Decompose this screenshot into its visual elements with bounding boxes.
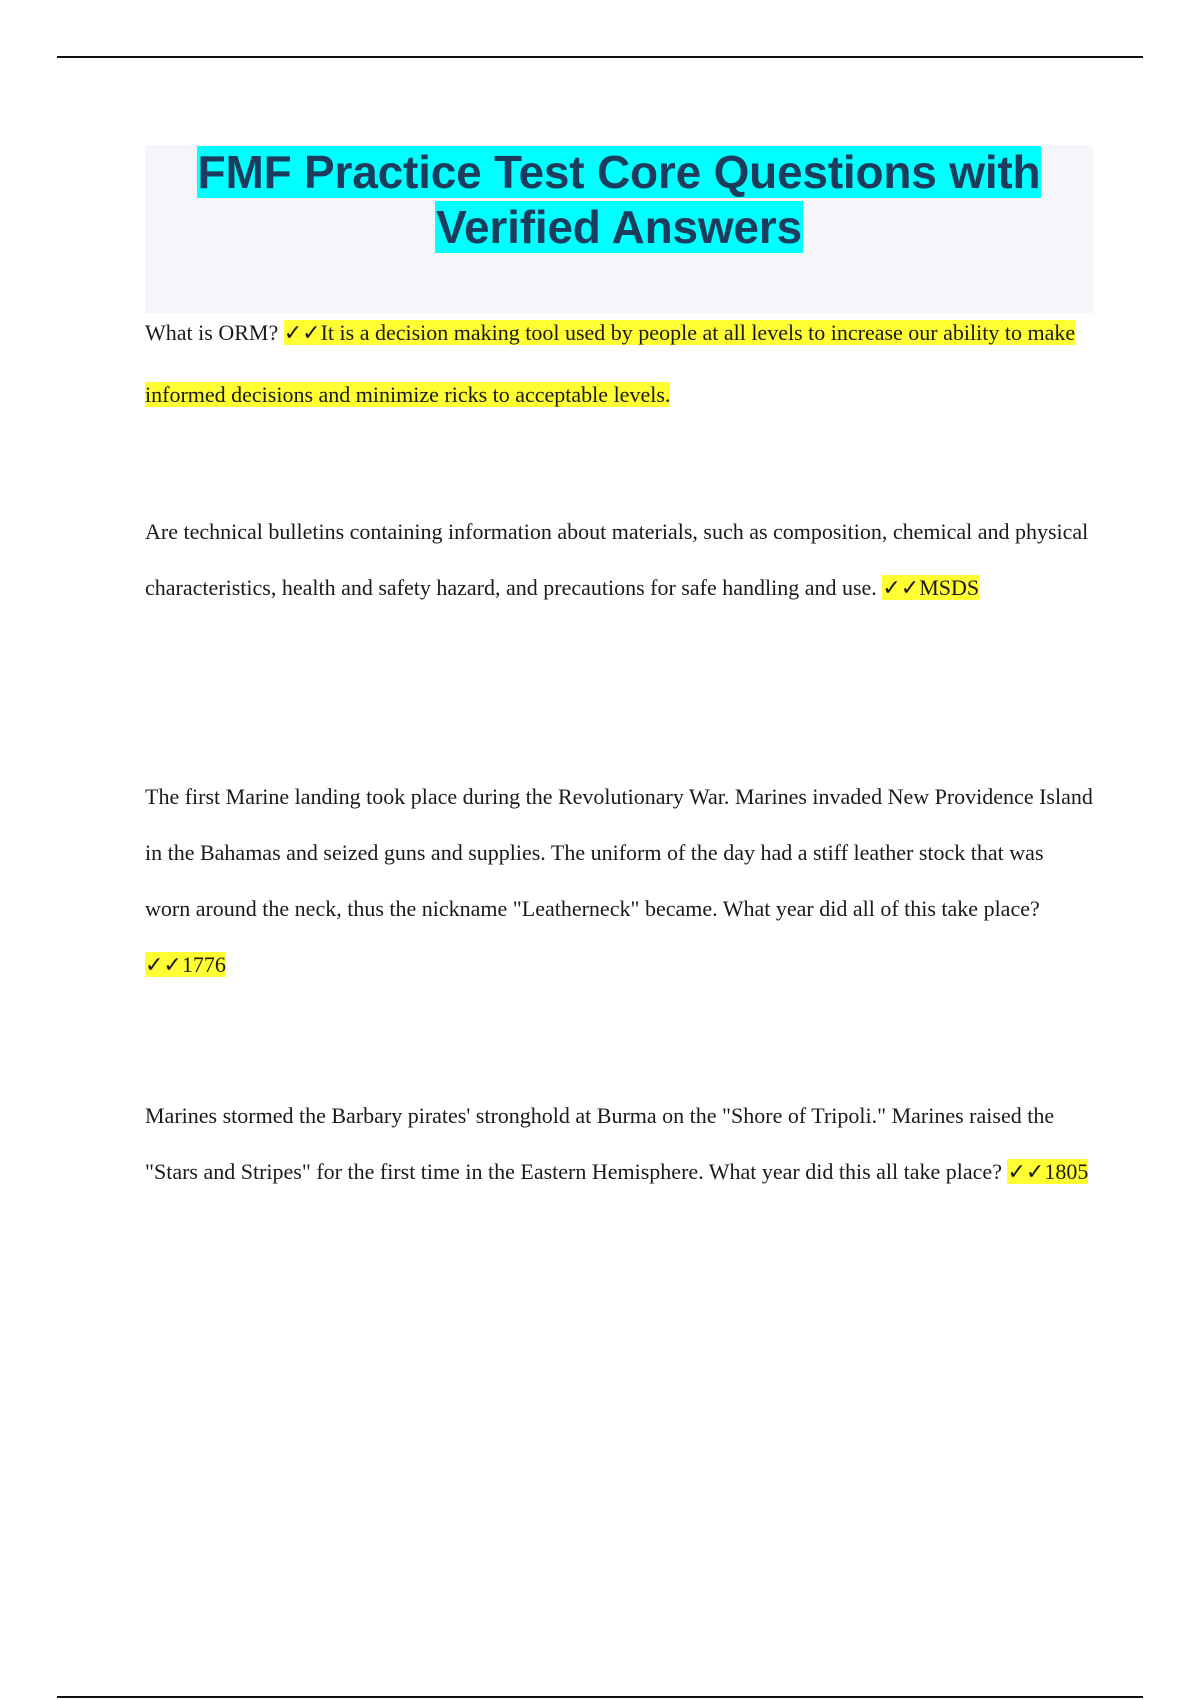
top-rule	[57, 56, 1143, 58]
question-text: Marines stormed the Barbary pirates' stronghold at Burma on the "Shore of Tripoli." Marines raised the "Stars and Stripes" for the first time in the Eastern Hemisphere. What year did this all take place?	[145, 1103, 1055, 1184]
answer-text: MSDS	[919, 575, 980, 600]
question-text: What is ORM?	[145, 320, 284, 345]
double-check-icon: ✓✓	[283, 321, 321, 346]
qa-item-first-landing	[145, 769, 1093, 994]
title-highlight-1: FMF Practice Test Core Questions with	[197, 146, 1041, 198]
qa-item-orm	[145, 302, 1093, 425]
answer-text: 1805	[1044, 1159, 1089, 1184]
question-text: The first Marine landing took place during the Revolutionary War. Marines invaded New Providence Island in the Bahamas and seized guns and supplies. The uniform of the day had a stiff leather stock that was worn around the neck, thus the nickname "Leatherneck" became. What year did all of this take place?	[145, 784, 1093, 921]
page-body	[145, 145, 1093, 313]
question-text: Are technical bulletins containing information about materials, such as composition, chemical and physical characteristics, health and safety hazard, and precautions for safe handling and use.	[145, 519, 1089, 600]
answer-text: It is a decision making tool used by people at all levels to increase our ability to make informed decisions and minimize ricks to acceptable levels.	[145, 320, 1076, 407]
bottom-rule	[57, 1696, 1143, 1698]
double-check-icon: ✓✓	[882, 576, 920, 601]
answer-highlight	[1007, 1159, 1088, 1184]
page-title-line-1	[145, 145, 1093, 200]
qa-item-tripoli	[145, 1088, 1093, 1201]
qa-item-msds	[145, 504, 1093, 617]
answer-highlight	[145, 320, 1075, 407]
double-check-icon: ✓✓	[145, 953, 182, 978]
answer-highlight	[882, 575, 979, 600]
double-check-icon: ✓✓	[1007, 1160, 1045, 1185]
page-title-line-2	[145, 200, 1093, 255]
answer-highlight	[145, 952, 226, 977]
answer-text: 1776	[181, 952, 226, 977]
title-highlight-2: Verified Answers	[436, 201, 802, 253]
title-block	[145, 145, 1093, 313]
